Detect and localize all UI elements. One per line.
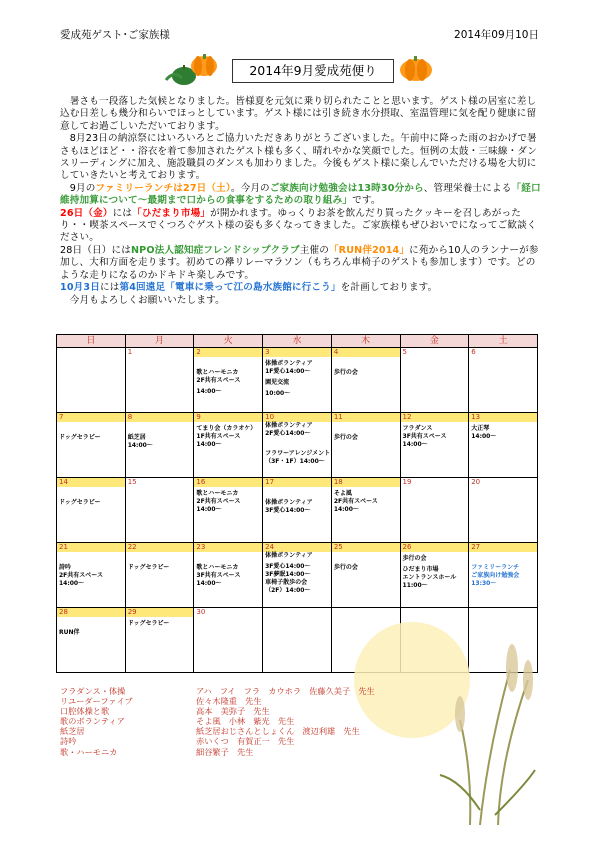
activity-name: 紙芝居 (60, 726, 85, 737)
lunch-text-c: 。今月の (230, 182, 270, 194)
event-item: 14:00～ (127, 442, 153, 449)
day-number: 24 (263, 543, 331, 552)
calendar-cell-20 (469, 478, 538, 543)
event-item: （3F・1F）14:00～ (265, 458, 325, 465)
calendar-cell-27 (469, 543, 538, 608)
day-number: 26 (401, 543, 469, 552)
instructor-name: 佐々木隆重 先生 (196, 696, 262, 707)
festival-paragraph (60, 133, 542, 183)
weekday-sun: 日 (57, 335, 126, 348)
event-item: 体操ボランティア (265, 360, 313, 367)
event-item: 14:00～ (333, 506, 359, 513)
instructor-name: そよ風 小林 紫光 先生 (196, 716, 295, 727)
event-item: 14:00～ (196, 580, 222, 587)
excursion-paragraph (60, 282, 542, 294)
issue-date: 2014年09月10日 (454, 29, 539, 41)
calendar-cell-11 (331, 413, 400, 478)
event-item: ドッグセラピー (127, 564, 170, 571)
event-item: 2F共有スペース (59, 572, 103, 579)
event-item: ひだまり市場 (402, 566, 439, 573)
event-item: 歩行の会 (333, 369, 358, 376)
day-number: 11 (332, 413, 400, 422)
family-lunch-date: ファミリーランチは27日（土） (95, 182, 231, 194)
calendar-cell-24 (263, 543, 332, 608)
study-session-time: ご家族向け勉強会は13時30分から (269, 182, 424, 194)
event-item: 14:00～ (196, 506, 222, 513)
event-item: 3F愛心14:00～ (265, 507, 311, 514)
market-date: 26日（金） (60, 207, 113, 219)
market-name: 「ひだまり市場」 (132, 207, 211, 219)
event-item: 3F夢眠14:00～ (265, 571, 311, 578)
calendar-cell-16 (194, 478, 263, 543)
excursion-text-b: には (99, 282, 120, 294)
day-number: 22 (126, 543, 194, 552)
activity-name: フラダンス・体操 (60, 686, 126, 696)
event-item: 14:00～ (59, 580, 85, 587)
day-number: 15 (127, 478, 137, 486)
event-item: 体操ボランティア (265, 552, 313, 559)
weekday-wed: 水 (263, 335, 332, 348)
day-number: 25 (332, 543, 400, 552)
event-item: 1F愛心14:00～ (265, 368, 311, 375)
event-item: 園児交流 (265, 379, 290, 386)
event-item: 車椅子散歩の会 (265, 579, 308, 586)
event-item: 歩行の会 (333, 434, 358, 441)
event-item: 2F共有スペース (196, 498, 241, 505)
calendar-cell-15 (125, 478, 194, 543)
event-item: 14:00～ (196, 441, 222, 448)
calendar-cell-empty (57, 348, 126, 413)
calendar-cell-13 (469, 413, 538, 478)
calendar-cell-28 (57, 608, 126, 673)
event-item: 13:30～ (471, 580, 497, 587)
week-row-4 (57, 543, 538, 608)
day-number: 6 (471, 348, 476, 356)
event-item: ファミリーランチ (471, 564, 520, 571)
event-item: 14:00～ (402, 441, 428, 448)
event-item: 1F共有スペース (196, 433, 241, 440)
run-text-e: に苑から10人のランナーが参加し、大和方面を走ります。初めての襷リレーマラソン（もちろん車椅子のゲストも参加します）です。どのような走りになるのかドキドキ楽しみです。 (60, 244, 539, 281)
event-item: 紙芝居 (127, 434, 146, 441)
calendar-cell-8 (125, 413, 194, 478)
calendar-cell-4 (331, 348, 400, 413)
day-number: 27 (469, 543, 537, 552)
event-item: ドッグセラピー (59, 499, 101, 506)
calendar-cell-29 (125, 608, 194, 673)
event-item: 歌とハーモニカ (196, 490, 239, 497)
event-item: 歌とハーモニカ (196, 564, 239, 571)
activity-name: 歌・ハーモニカ (60, 746, 118, 757)
instructor-name: 細谷繁子 先生 (196, 746, 254, 757)
day-number: 9 (194, 413, 262, 422)
excursion-text-d: を計画しております。 (340, 282, 438, 294)
run-text-c: 主催の (299, 244, 329, 256)
npo-name: NPO法人認知症フレンドシップクラブ (130, 244, 300, 256)
event-item: 体操ボランティア (265, 499, 313, 506)
instructor-name: アハ フイ フラ カウホラ 佐藤久美子 先生 (196, 686, 375, 696)
event-item: 歩行の会 (333, 564, 358, 571)
event-item: そよ風 (333, 490, 352, 497)
calendar-cell-19 (400, 478, 469, 543)
instructor-name: 赤いくつ 有賀正一 先生 (196, 736, 295, 747)
event-item: フラワーアレンジメント (265, 450, 331, 457)
closing-paragraph (60, 295, 542, 307)
market-paragraph (60, 208, 542, 245)
event-item: 3F愛心14:00～ (265, 563, 311, 570)
event-item: ご家族向け勉強会 (471, 572, 520, 579)
calendar-cell-26 (400, 543, 469, 608)
study-session-topic: 「経口維持加算について～最期まで口からの食事をするための取り組み」 (60, 182, 541, 207)
pumpkin-cluster-icon (162, 52, 226, 86)
day-number: 3 (263, 348, 331, 357)
lunch-paragraph (60, 183, 542, 208)
activity-name: リユーダーファイブ (60, 696, 133, 707)
event-item: 11:00～ (402, 582, 428, 589)
event-item: 詩吟 (59, 564, 72, 571)
day-number: 16 (194, 478, 262, 487)
calendar-cell-12 (400, 413, 469, 478)
week-row-3 (57, 478, 538, 543)
market-text-d: が開かれます。ゆっくりお茶を飲んだり買ったクッキーを召しあがったり・・喫茶スペースでくつろぐゲスト様の姿も多くなってきました。ご家族様もぜひおいでになってご歓談ください。 (60, 207, 537, 244)
day-number: 13 (469, 413, 537, 422)
instructor-name: 紙芝居おじさんとしょくん 渡辺利雄 先生 (196, 726, 360, 737)
calendar-cell-25 (331, 543, 400, 608)
intro-text (60, 96, 542, 307)
calendar-cell-22 (125, 543, 194, 608)
week-row-2 (57, 413, 538, 478)
weekday-thu: 木 (331, 335, 400, 348)
calendar-cell-6 (469, 348, 538, 413)
closing-text: 今月もよろしくお願いいたします。 (69, 294, 225, 306)
day-number: 5 (402, 348, 407, 356)
greeting-paragraph (60, 96, 542, 133)
market-text-b: には (112, 207, 133, 219)
activity-name: 口腔体操と歌 (60, 706, 110, 717)
event-item: ドッグセラピー (127, 620, 170, 627)
excursion-date: 10月3日 (60, 282, 100, 294)
event-item: 3F共有スペース (196, 572, 241, 579)
calendar-cell-30 (194, 608, 263, 673)
calendar-cell-empty (263, 608, 332, 673)
calendar-cell-23 (194, 543, 263, 608)
day-number: 19 (402, 478, 412, 486)
event-item: RUN伴 (59, 629, 80, 636)
activity-name: 詩吟 (60, 736, 77, 747)
pumpkin-icon (398, 54, 434, 82)
day-number: 23 (194, 543, 262, 552)
day-number: 12 (401, 413, 469, 422)
festival-text: 8月23日の納涼祭にはいろいろとご協力いただきありがとうございました。午前中に降った雨のおかげで暑さもほどほど・・浴衣を着て参加されたゲスト様も多く、晴れやかな笑顔でした。恒例の太鼓・三味線・ダンスリーディングに加え、施設職員のダンスも加わりました。今後もゲスト様に楽しんでいただける場を大切にしていきたいと考えております。 (60, 133, 537, 182)
week-row-1 (57, 348, 538, 413)
event-item: （2F）14:00～ (265, 587, 311, 594)
run-text-a: 28日（日）には (60, 244, 131, 256)
day-number: 7 (57, 413, 125, 422)
lunch-text-e: 、管理栄養士による (423, 182, 512, 194)
greeting-text: 暑さも一段落した気候となりました。皆様夏を元気に乗り切られたことと思います。ゲスト様の居室に差し込む日差しも幾分和らいでほっとしています。ゲスト様には引き続き水分摂取、室温管理に気を配り健康に留意してお過ごしいただいております。 (60, 96, 537, 132)
weekday-sat: 土 (469, 335, 538, 348)
event-item: 10:00～ (265, 390, 291, 397)
instructor-name: 高本 美弥子 先生 (196, 706, 270, 717)
activity-list (60, 686, 133, 757)
calendar-cell-18 (331, 478, 400, 543)
instructor-list (196, 686, 375, 757)
event-item: 2F共有スペース (333, 498, 378, 505)
day-number: 29 (126, 608, 194, 617)
calendar-cell-3 (263, 348, 332, 413)
day-number: 14 (57, 478, 125, 487)
weekday-tue: 火 (194, 335, 263, 348)
run-event-name: 「RUN伴2014」 (328, 244, 410, 256)
calendar-cell-2 (194, 348, 263, 413)
calendar-cell-21 (57, 543, 126, 608)
event-item: 歩行の会 (402, 555, 427, 562)
calendar-cell-1 (125, 348, 194, 413)
lunch-text-a: 9月の (69, 182, 96, 194)
calendar-cell-9 (194, 413, 263, 478)
event-item: 14:00～ (471, 433, 497, 440)
day-number: 20 (471, 478, 481, 486)
day-number: 4 (332, 348, 400, 357)
event-item: 3F共有スペース (402, 433, 447, 440)
event-item: 大正琴 (471, 425, 490, 432)
activity-name: 歌のボランティア (60, 716, 125, 727)
weekday-mon: 月 (125, 335, 194, 348)
weekday-fri: 金 (400, 335, 469, 348)
weekday-header-row (57, 335, 538, 348)
calendar-cell-7 (57, 413, 126, 478)
calendar-cell-5 (400, 348, 469, 413)
day-number: 2 (194, 348, 262, 357)
day-number: 8 (126, 413, 194, 422)
event-item: 歌とハーモニカ (196, 369, 239, 376)
newsletter-title: 2014年9月愛成苑便り (232, 59, 394, 83)
calendar-cell-14 (57, 478, 126, 543)
day-number: 1 (127, 348, 133, 356)
event-item: ドッグセラピー (59, 434, 101, 441)
event-item: 14:00～ (196, 388, 222, 395)
day-number: 17 (263, 478, 331, 487)
event-item: 2F愛心14:00～ (265, 430, 311, 437)
event-item: 体操ボランティア (265, 422, 313, 429)
day-number: 28 (57, 608, 125, 617)
lunch-text-g: です。 (352, 195, 381, 207)
day-number: 30 (196, 608, 206, 616)
recipient-line: 愛成苑ゲスト･ご家族様 (60, 29, 170, 41)
event-item: てまり会（カラオケ） (196, 425, 257, 432)
day-number: 18 (332, 478, 400, 487)
day-number: 10 (263, 413, 331, 422)
event-item: フラダンス (402, 425, 433, 432)
run-paragraph (60, 245, 542, 282)
event-item: エントランスホール (402, 574, 457, 581)
calendar-cell-10 (263, 413, 332, 478)
calendar-cell-17 (263, 478, 332, 543)
excursion-name: 第4回遠足「電車に乗って江の島水族館に行こう」 (119, 282, 341, 294)
event-item: 2F共有スペース (196, 377, 241, 384)
day-number: 21 (57, 543, 125, 552)
